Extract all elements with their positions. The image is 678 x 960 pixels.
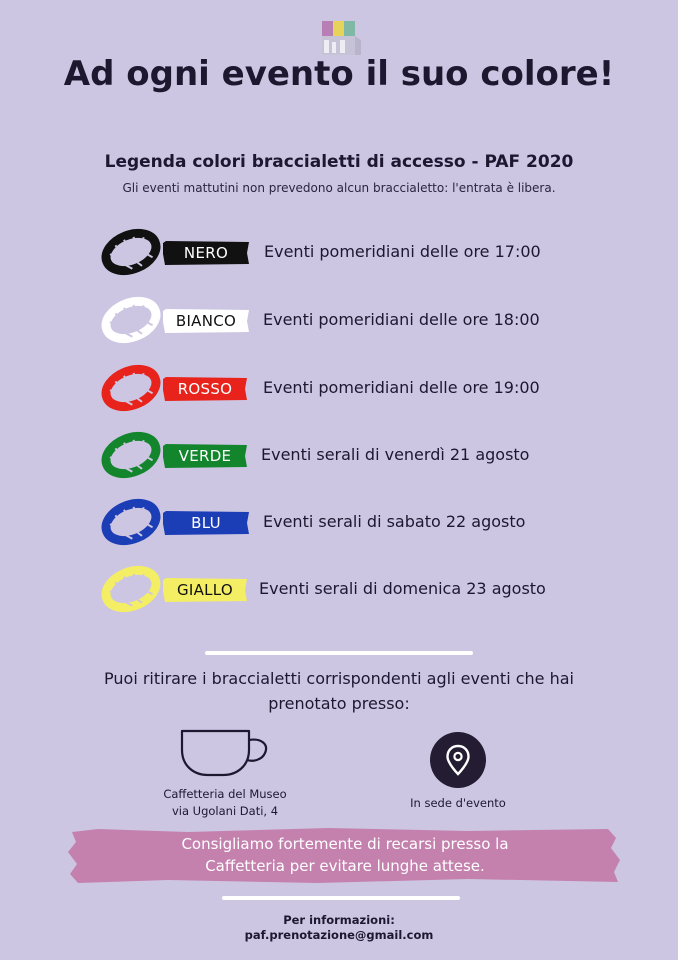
legend-subtitle: Legenda colori braccialetti di accesso - PAF 2020 — [104, 152, 574, 172]
cafe-location: Caffetteria del Museo via Ugolani Dati, 4 — [163, 787, 287, 818]
divider-bottom — [222, 896, 460, 900]
contact-email[interactable]: paf.prenotazione@gmail.com — [244, 928, 434, 942]
yellow-bracelet-icon — [101, 561, 161, 617]
divider — [205, 651, 473, 655]
desc-rosso: Eventi pomeridiani delle ore 19:00 — [263, 378, 540, 397]
black-bracelet-icon — [101, 224, 161, 280]
legend-row-nero — [0, 224, 678, 284]
tag-giallo: GIALLO — [163, 578, 247, 602]
location-pin-icon — [430, 732, 486, 788]
red-bracelet-icon — [101, 360, 161, 416]
tag-bianco: BIANCO — [163, 309, 249, 333]
paf-logo-icon — [321, 20, 361, 56]
legend-row-blu — [0, 494, 678, 554]
tag-blu: BLU — [163, 511, 249, 535]
tag-rosso: ROSSO — [163, 377, 247, 401]
legend-row-giallo — [0, 561, 678, 621]
advice-banner: Consigliamo fortemente di recarsi presso la Caffetteria per evitare lunghe attese. — [68, 826, 622, 884]
desc-verde: Eventi serali di venerdì 21 agosto — [261, 445, 530, 464]
legend-row-verde — [0, 427, 678, 487]
coffee-cup-icon — [179, 728, 271, 778]
desc-bianco: Eventi pomeridiani delle ore 18:00 — [263, 310, 540, 329]
desc-giallo: Eventi serali di domenica 23 agosto — [259, 579, 546, 598]
tag-nero: NERO — [163, 241, 249, 265]
white-bracelet-icon — [101, 292, 161, 348]
green-bracelet-icon — [101, 427, 161, 483]
legend-row-bianco — [0, 292, 678, 352]
tag-verde: VERDE — [163, 444, 247, 468]
legend-row-rosso — [0, 360, 678, 420]
pickup-text: Puoi ritirare i braccialetti corrispondenti agli eventi che hai prenotato presso: — [104, 669, 574, 713]
intro-text: Gli eventi mattutini non prevedono alcun braccialetto: l'entrata è libera. — [122, 181, 556, 195]
page-title: Ad ogni evento il suo colore! — [63, 54, 615, 94]
desc-blu: Eventi serali di sabato 22 agosto — [263, 512, 526, 531]
venue-location: In sede d'evento — [410, 796, 506, 810]
blue-bracelet-icon — [101, 494, 161, 550]
desc-nero: Eventi pomeridiani delle ore 17:00 — [264, 242, 541, 261]
contact-info: Per informazioni: paf.prenotazione@gmail.com — [0, 913, 678, 943]
